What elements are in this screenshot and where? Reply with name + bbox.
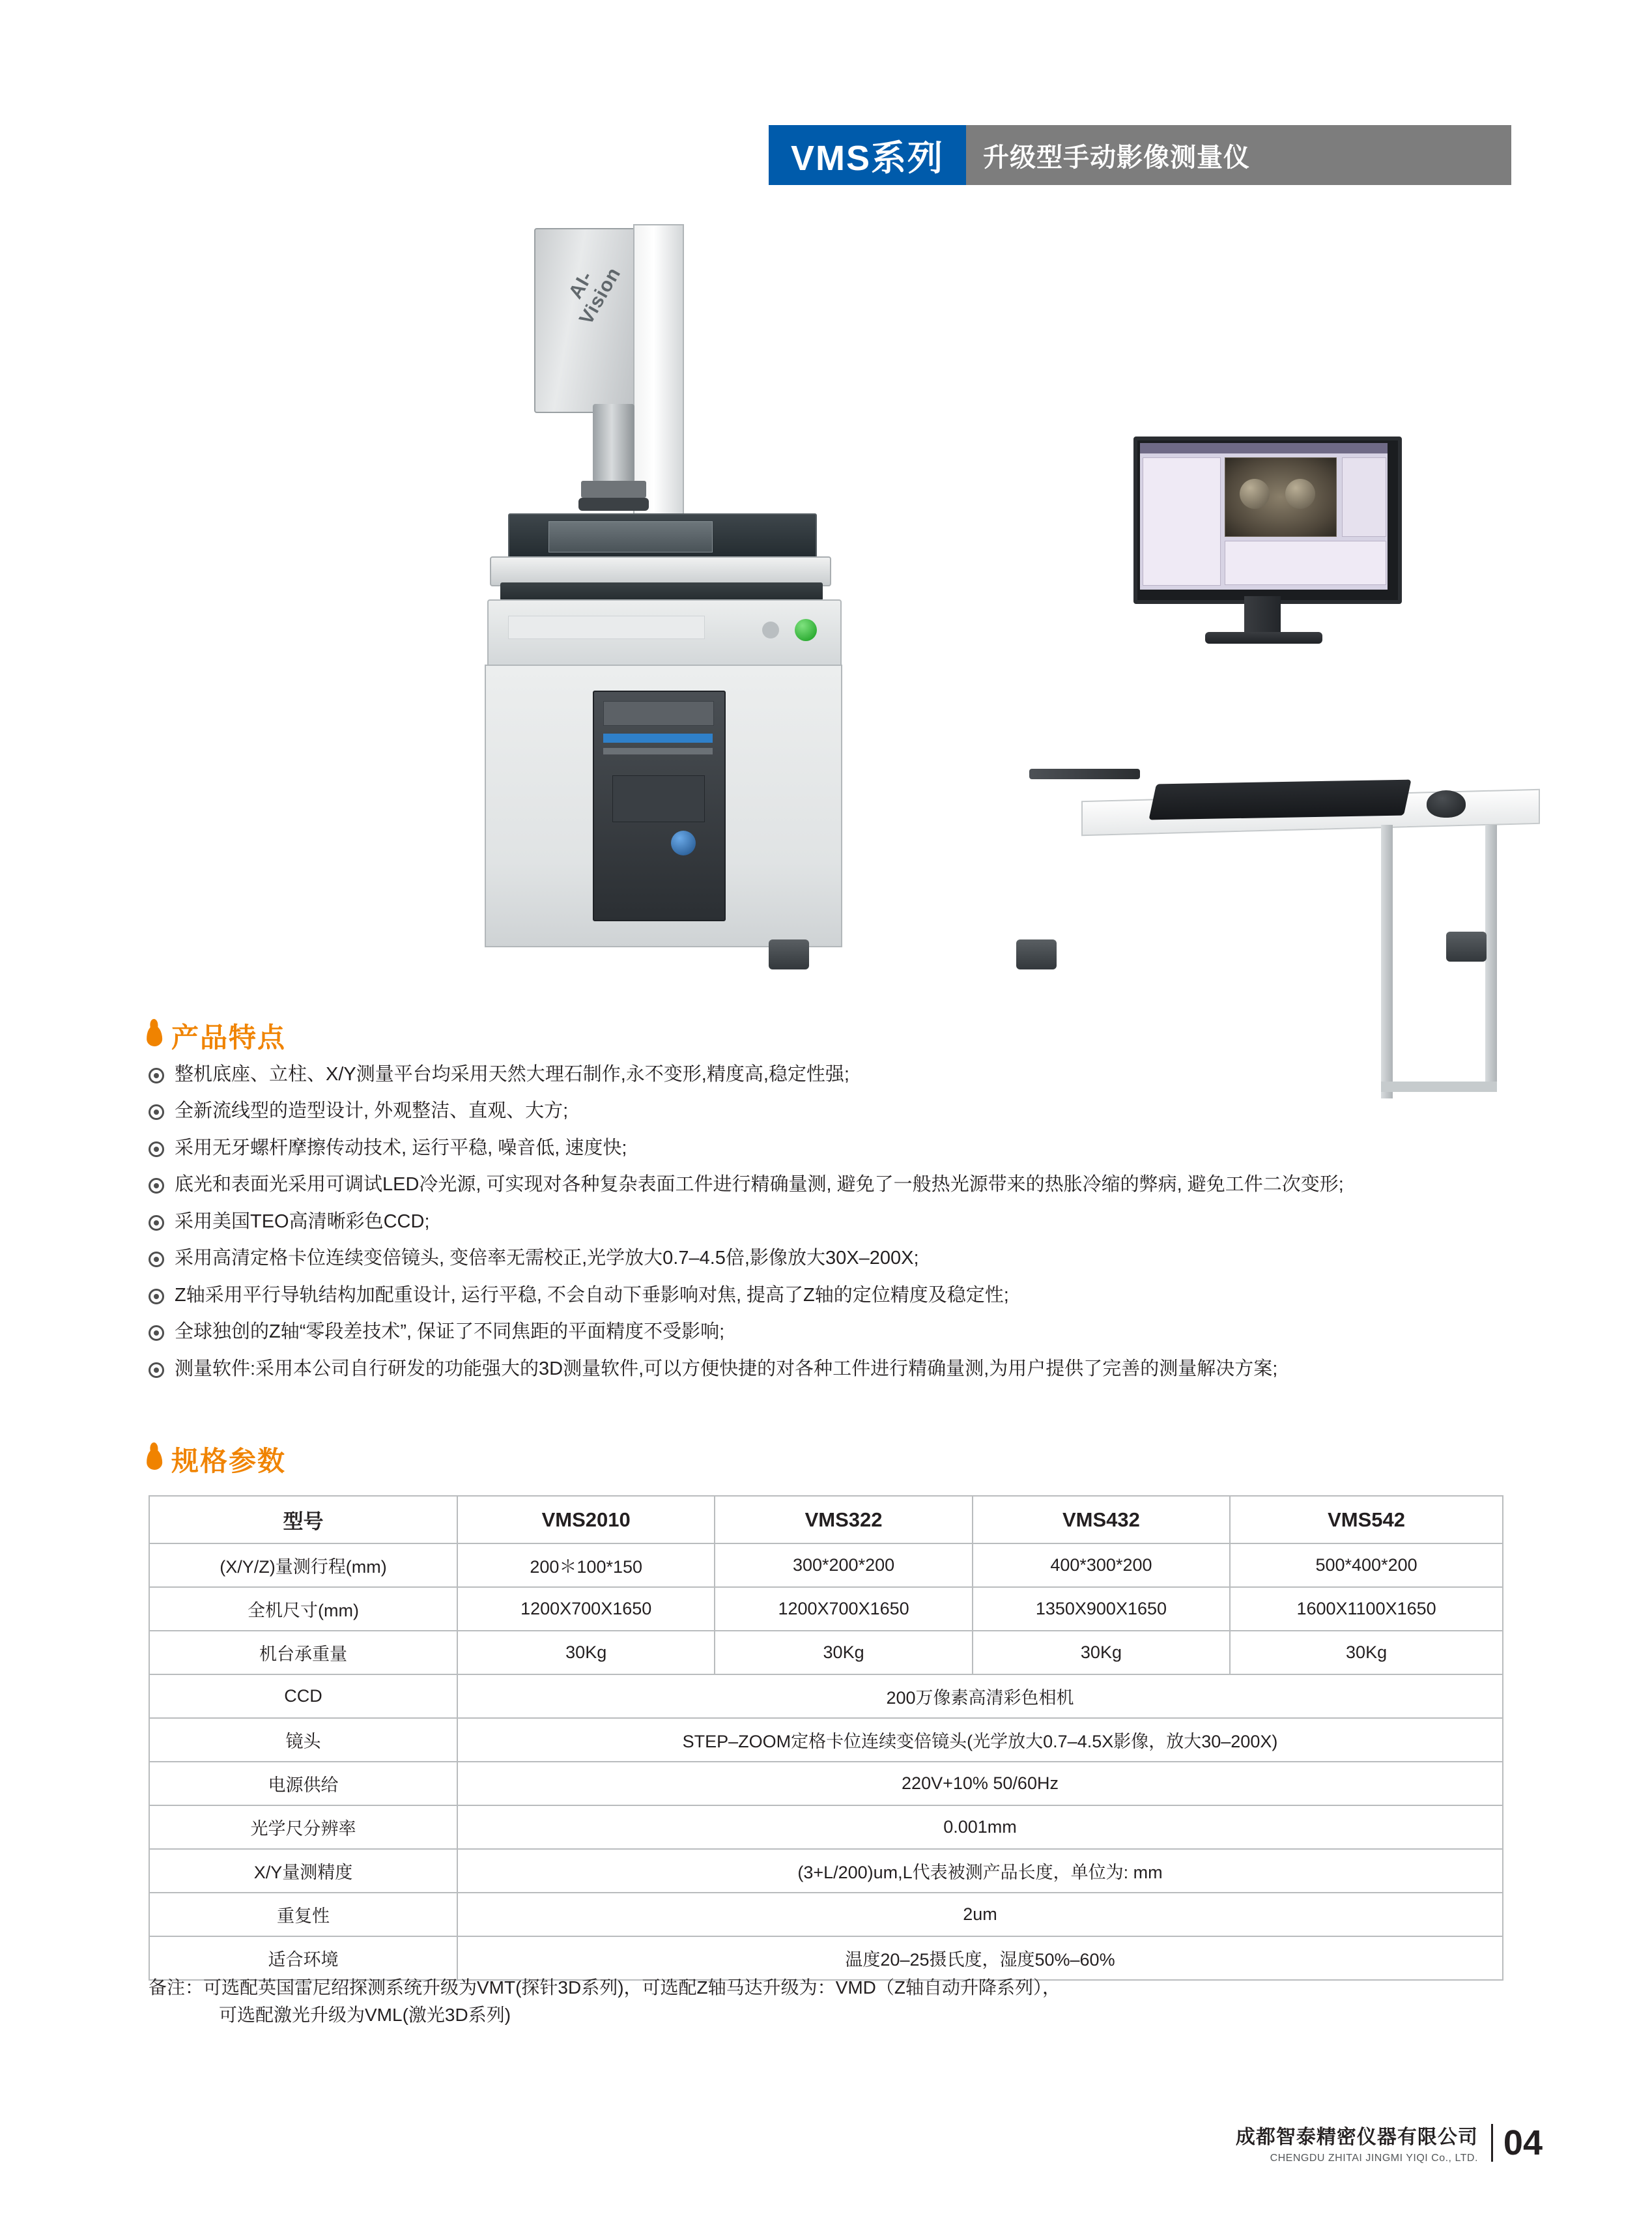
- feature-text: 整机底座、立柱、X/Y测量平台均采用天然大理石制作,永不变形,精度高,稳定性强;: [175, 1064, 849, 1085]
- cell: 30Kg: [715, 1631, 972, 1674]
- bullet-circle-icon: [149, 1068, 164, 1083]
- monitor-stand: [1244, 596, 1281, 634]
- list-item: [149, 1246, 1569, 1271]
- cell: 30Kg: [457, 1631, 715, 1674]
- column-header: 型号: [149, 1496, 457, 1543]
- cell: 400*300*200: [973, 1543, 1230, 1587]
- pc-grey-strip: [603, 748, 713, 754]
- bullet-circle-icon: [149, 1215, 164, 1231]
- list-item: [149, 1319, 1569, 1345]
- desk-foot: [1446, 932, 1487, 962]
- series-title: VMS系列: [769, 125, 966, 185]
- table-note: [149, 1974, 1517, 2029]
- note-line-1: 备注：可选配英国雷尼绍探测系统升级为VMT(探针3D系列)，可选配Z轴马达升级为：VMD（Z轴自动升降系列），: [149, 1977, 1061, 1998]
- table-row: [149, 1762, 1503, 1805]
- machine-brand-label: AI-Vision: [564, 263, 625, 328]
- bullet-circle-icon: [149, 1141, 164, 1157]
- column-header: VMS542: [1230, 1496, 1503, 1543]
- cell: 200万像素高清彩色相机: [457, 1674, 1503, 1718]
- column-header: VMS432: [973, 1496, 1230, 1543]
- list-item: [149, 1172, 1569, 1197]
- row-label: 适合环境: [149, 1936, 457, 1980]
- feature-text: 底光和表面光采用可调试LED冷光源, 可实现对各种复杂表面工件进行精确量测, 避免了一般热光源带来的热胀冷缩的弊病, 避免工件二次变形;: [175, 1174, 1344, 1196]
- desk-leg-right: [1485, 825, 1497, 1085]
- bullet-circle-icon: [149, 1178, 164, 1194]
- cell: 30Kg: [973, 1631, 1230, 1674]
- bullet-circle-icon: [149, 1252, 164, 1267]
- cell: 1200X700X1650: [457, 1587, 715, 1631]
- measuring-stage-glass: [508, 513, 817, 562]
- feature-text: 测量软件:采用本公司自行研发的功能强大的3D测量软件,可以方便快捷的对各种工件进行精确量测,为用户提供了完善的测量解决方案;: [175, 1358, 1278, 1379]
- pc-blue-strip: [603, 734, 713, 743]
- droplet-icon: [146, 1025, 162, 1047]
- cell: 1200X700X1650: [715, 1587, 972, 1631]
- table-row: [149, 1543, 1503, 1587]
- pc-drive-bay: [603, 701, 714, 726]
- workpiece-blob-right: [1285, 479, 1315, 509]
- feature-text: 采用高清定格卡位连续变倍镜头, 变倍率无需校正,光学放大0.7–4.5倍,影像放大30X–200X;: [175, 1248, 919, 1269]
- cell: 1350X900X1650: [973, 1587, 1230, 1631]
- row-label: 电源供给: [149, 1762, 457, 1805]
- page-number: 04: [1503, 2123, 1543, 2162]
- support-arm: [1029, 769, 1140, 779]
- table-row: [149, 1893, 1503, 1936]
- row-label: 光学尺分辨率: [149, 1805, 457, 1849]
- row-label: X/Y量测精度: [149, 1849, 457, 1893]
- footer: [1236, 2121, 1543, 2164]
- cell: 30Kg: [1230, 1631, 1503, 1674]
- lens-barrel: [593, 404, 634, 482]
- table-row: [149, 1849, 1503, 1893]
- lens-adapter: [581, 481, 646, 498]
- row-label: 重复性: [149, 1893, 457, 1936]
- monitor-base: [1205, 632, 1322, 644]
- specs-heading: [147, 1440, 286, 1479]
- software-toolbar: [1140, 443, 1388, 453]
- machine-foot-left: [769, 939, 809, 969]
- features-heading: [147, 1016, 286, 1055]
- note-line-2: 可选配激光升级为VML(激光3D系列): [219, 2005, 511, 2025]
- product-photo: [339, 208, 1329, 984]
- list-item: [149, 1283, 1569, 1308]
- company-name-en: CHENGDU ZHITAI JINGMI YIQI Co., LTD.: [1270, 2153, 1478, 2164]
- list-item: [149, 1356, 1569, 1382]
- list-item: [149, 1136, 1569, 1161]
- bullet-circle-icon: [149, 1104, 164, 1120]
- bullet-circle-icon: [149, 1362, 164, 1378]
- specs-heading-text: 规格参数: [171, 1446, 287, 1476]
- software-image-view: [1225, 457, 1337, 537]
- workpiece-blob-left: [1240, 479, 1270, 509]
- measuring-head: [534, 228, 648, 413]
- list-item: [149, 1098, 1569, 1124]
- base-label-strip: [508, 616, 705, 639]
- table-header-row: [149, 1496, 1503, 1543]
- row-label: 镜头: [149, 1718, 457, 1762]
- table-row: [149, 1718, 1503, 1762]
- software-left-panel: [1143, 457, 1221, 586]
- cell: 1600X1100X1650: [1230, 1587, 1503, 1631]
- table-row: [149, 1936, 1503, 1980]
- droplet-icon: [146, 1449, 162, 1470]
- cell: 温度20–25摄氏度，湿度50%–60%: [457, 1936, 1503, 1980]
- cell: (3+L/200)um,L代表被测产品长度，单位为: mm: [457, 1849, 1503, 1893]
- cell: 0.001mm: [457, 1805, 1503, 1849]
- features-heading-text: 产品特点: [171, 1022, 287, 1053]
- cell: STEP–ZOOM定格卡位连续变倍镜头(光学放大0.7–4.5X影像，放大30–200X): [457, 1718, 1503, 1762]
- column-header: VMS322: [715, 1496, 972, 1543]
- footer-divider: [1491, 2124, 1493, 2162]
- company-name-cn: 成都智泰精密仪器有限公司: [1235, 2127, 1478, 2148]
- row-label: CCD: [149, 1674, 457, 1718]
- row-label: (X/Y/Z)量测行程(mm): [149, 1543, 457, 1587]
- header-banner: [769, 125, 1511, 185]
- cell: 500*400*200: [1230, 1543, 1503, 1587]
- feature-text: 全球独创的Z轴“零段差技术”, 保证了不同焦距的平面精度不受影响;: [175, 1321, 725, 1343]
- keyboard: [1148, 780, 1411, 820]
- list-item: [149, 1209, 1569, 1235]
- list-item: [149, 1062, 1569, 1087]
- column-header: VMS2010: [457, 1496, 715, 1543]
- cell: 2um: [457, 1893, 1503, 1936]
- base-button-grey: [762, 622, 779, 638]
- bullet-circle-icon: [149, 1325, 164, 1341]
- software-right-panel: [1342, 457, 1386, 537]
- machine-foot-right: [1016, 939, 1057, 969]
- cell: 300*200*200: [715, 1543, 972, 1587]
- table-row: [149, 1805, 1503, 1849]
- row-label: 全机尺寸(mm): [149, 1587, 457, 1631]
- power-button-green: [795, 619, 817, 641]
- pc-power-ring: [671, 831, 696, 855]
- stage-glass-inner: [548, 521, 713, 552]
- cell: 200＊100*150: [457, 1543, 715, 1587]
- bullet-circle-icon: [149, 1289, 164, 1304]
- specifications-table: [149, 1495, 1503, 1981]
- features-list: [149, 1062, 1569, 1393]
- mouse: [1427, 790, 1466, 818]
- stage-rail: [500, 582, 823, 601]
- footer-company: [1236, 2121, 1478, 2164]
- pc-port-panel: [612, 775, 705, 822]
- table-row: [149, 1587, 1503, 1631]
- feature-text: Z轴采用平行导轨结构加配重设计, 运行平稳, 不会自动下垂影响对焦, 提高了Z轴的定位精度及稳定性;: [175, 1284, 1009, 1306]
- row-label: 机台承重量: [149, 1631, 457, 1674]
- desk-leg-left: [1381, 825, 1393, 1098]
- series-subtitle: 升级型手动影像测量仪: [966, 125, 1511, 185]
- table-row: [149, 1631, 1503, 1674]
- cell: 220V+10% 50/60Hz: [457, 1762, 1503, 1805]
- table-row: [149, 1674, 1503, 1718]
- feature-text: 采用无牙螺杆摩擦传动技术, 运行平稳, 噪音低, 速度快;: [175, 1137, 627, 1158]
- feature-text: 采用美国TEO高清晰彩色CCD;: [175, 1211, 430, 1232]
- software-results-panel: [1225, 541, 1386, 585]
- feature-text: 全新流线型的造型设计, 外观整洁、直观、大方;: [175, 1100, 569, 1122]
- ring-light: [578, 498, 649, 511]
